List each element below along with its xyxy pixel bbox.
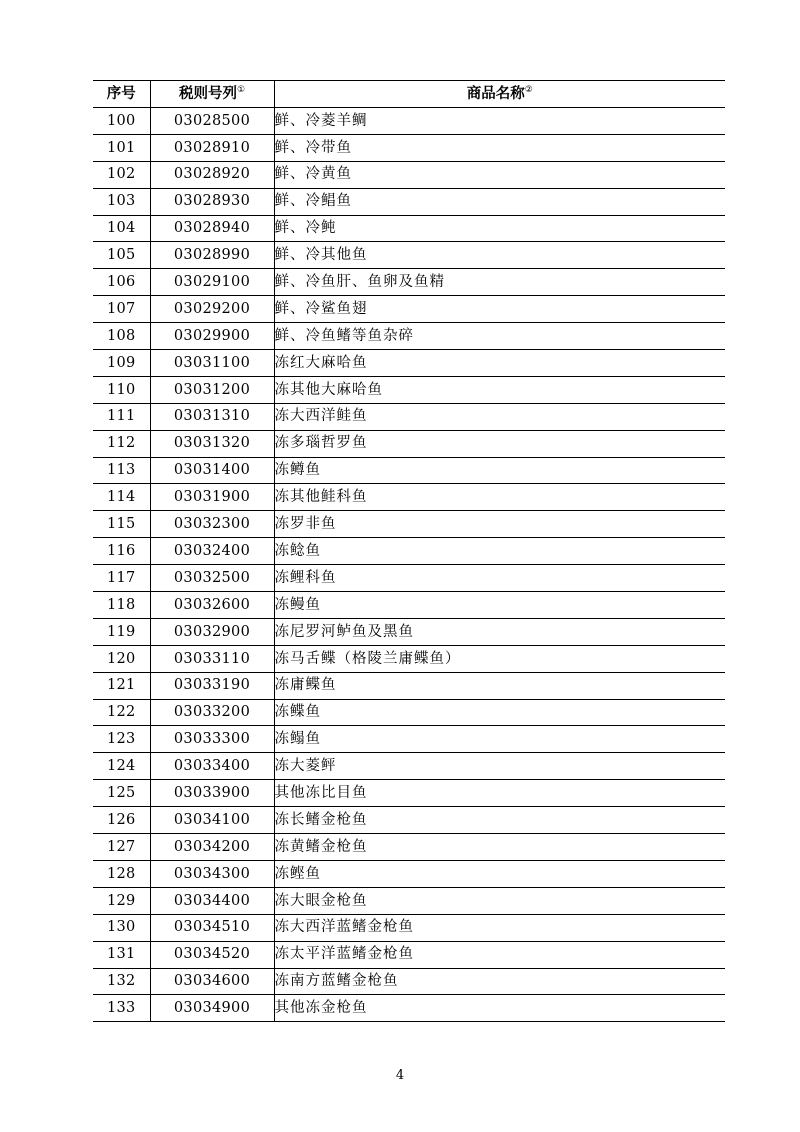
row-tariff-code-cell: 03034200 <box>150 834 274 861</box>
header-name <box>274 81 725 108</box>
row-index-cell: 129 <box>93 887 150 914</box>
header-index-label: 序号 <box>106 85 136 102</box>
row-index-cell: 121 <box>93 672 150 699</box>
row-product-name-cell: 冻尼罗河鲈鱼及黑鱼 <box>274 618 725 645</box>
row-product-name-cell: 鲜、冷带鱼 <box>274 134 725 161</box>
row-product-name-cell: 鲜、冷鲳鱼 <box>274 188 725 215</box>
table-row <box>93 350 725 377</box>
table-row <box>93 834 725 861</box>
row-index-cell: 126 <box>93 807 150 834</box>
row-product-name-cell: 冻大西洋蓝鳍金枪鱼 <box>274 914 725 941</box>
row-product-name-cell: 鲜、冷菱羊鲷 <box>274 108 725 135</box>
table-row <box>93 780 725 807</box>
row-product-name-cell: 冻大西洋鲑鱼 <box>274 403 725 430</box>
row-product-name-cell: 其他冻金枪鱼 <box>274 995 725 1022</box>
table-row <box>93 323 725 350</box>
row-product-name-cell: 鲜、冷鲨鱼翅 <box>274 296 725 323</box>
row-tariff-code-cell: 03033900 <box>150 780 274 807</box>
header-row <box>93 81 725 108</box>
row-tariff-code-cell: 03029900 <box>150 323 274 350</box>
row-index-cell: 132 <box>93 968 150 995</box>
table-row <box>93 968 725 995</box>
header-code <box>150 81 274 108</box>
row-product-name-cell: 冻长鳍金枪鱼 <box>274 807 725 834</box>
row-tariff-code-cell: 03034400 <box>150 887 274 914</box>
row-index-cell: 106 <box>93 269 150 296</box>
table-row <box>93 565 725 592</box>
row-tariff-code-cell: 03033400 <box>150 753 274 780</box>
row-tariff-code-cell: 03029200 <box>150 296 274 323</box>
row-index-cell: 101 <box>93 134 150 161</box>
table-row <box>93 995 725 1022</box>
row-product-name-cell: 冻黄鳍金枪鱼 <box>274 834 725 861</box>
table-row <box>93 403 725 430</box>
row-index-cell: 125 <box>93 780 150 807</box>
row-product-name-cell: 鲜、冷其他鱼 <box>274 242 725 269</box>
row-index-cell: 119 <box>93 618 150 645</box>
table-row <box>93 941 725 968</box>
tariff-table <box>93 80 725 1022</box>
row-product-name-cell: 冻南方蓝鳍金枪鱼 <box>274 968 725 995</box>
table-row <box>93 242 725 269</box>
row-tariff-code-cell: 03031320 <box>150 430 274 457</box>
row-product-name-cell: 冻鲤科鱼 <box>274 565 725 592</box>
table-row <box>93 134 725 161</box>
row-index-cell: 111 <box>93 403 150 430</box>
row-tariff-code-cell: 03028500 <box>150 108 274 135</box>
row-index-cell: 115 <box>93 511 150 538</box>
row-tariff-code-cell: 03034300 <box>150 860 274 887</box>
row-tariff-code-cell: 03029100 <box>150 269 274 296</box>
table-row <box>93 430 725 457</box>
row-product-name-cell: 冻其他大麻哈鱼 <box>274 376 725 403</box>
table-row <box>93 484 725 511</box>
table-row <box>93 188 725 215</box>
row-product-name-cell: 冻红大麻哈鱼 <box>274 350 725 377</box>
row-index-cell: 133 <box>93 995 150 1022</box>
table-row <box>93 376 725 403</box>
row-tariff-code-cell: 03032500 <box>150 565 274 592</box>
row-tariff-code-cell: 03031400 <box>150 457 274 484</box>
row-tariff-code-cell: 03028930 <box>150 188 274 215</box>
row-product-name-cell: 冻庸鲽鱼 <box>274 672 725 699</box>
table-row <box>93 887 725 914</box>
row-index-cell: 130 <box>93 914 150 941</box>
row-index-cell: 110 <box>93 376 150 403</box>
row-product-name-cell: 鲜、冷鱼肝、鱼卵及鱼精 <box>274 269 725 296</box>
row-product-name-cell: 鲜、冷鱼鳍等鱼杂碎 <box>274 323 725 350</box>
row-product-name-cell: 冻鳎鱼 <box>274 726 725 753</box>
row-tariff-code-cell: 03033190 <box>150 672 274 699</box>
row-product-name-cell: 鲜、冷黄鱼 <box>274 161 725 188</box>
table-header <box>93 81 725 108</box>
row-product-name-cell: 其他冻比目鱼 <box>274 780 725 807</box>
table-row <box>93 161 725 188</box>
row-product-name-cell: 冻鲣鱼 <box>274 860 725 887</box>
row-product-name-cell: 鲜、冷鲀 <box>274 215 725 242</box>
row-tariff-code-cell: 03032900 <box>150 618 274 645</box>
row-product-name-cell: 冻鲶鱼 <box>274 538 725 565</box>
row-product-name-cell: 冻大菱鲆 <box>274 753 725 780</box>
row-product-name-cell: 冻鲽鱼 <box>274 699 725 726</box>
row-index-cell: 100 <box>93 108 150 135</box>
row-product-name-cell: 冻大眼金枪鱼 <box>274 887 725 914</box>
row-index-cell: 120 <box>93 645 150 672</box>
row-tariff-code-cell: 03028920 <box>150 161 274 188</box>
row-index-cell: 102 <box>93 161 150 188</box>
table-row <box>93 699 725 726</box>
row-product-name-cell: 冻其他鲑科鱼 <box>274 484 725 511</box>
table-row <box>93 457 725 484</box>
row-product-name-cell: 冻鳟鱼 <box>274 457 725 484</box>
table-row <box>93 511 725 538</box>
row-tariff-code-cell: 03034100 <box>150 807 274 834</box>
row-index-cell: 113 <box>93 457 150 484</box>
row-tariff-code-cell: 03032600 <box>150 592 274 619</box>
row-tariff-code-cell: 03028940 <box>150 215 274 242</box>
header-code-footnote-marker: ① <box>236 84 246 95</box>
row-index-cell: 108 <box>93 323 150 350</box>
row-tariff-code-cell: 03031900 <box>150 484 274 511</box>
row-tariff-code-cell: 03034520 <box>150 941 274 968</box>
row-index-cell: 105 <box>93 242 150 269</box>
row-tariff-code-cell: 03034900 <box>150 995 274 1022</box>
row-tariff-code-cell: 03033300 <box>150 726 274 753</box>
row-index-cell: 131 <box>93 941 150 968</box>
row-tariff-code-cell: 03031100 <box>150 350 274 377</box>
row-index-cell: 104 <box>93 215 150 242</box>
row-tariff-code-cell: 03031200 <box>150 376 274 403</box>
table-row <box>93 592 725 619</box>
row-index-cell: 112 <box>93 430 150 457</box>
table-row <box>93 269 725 296</box>
row-tariff-code-cell: 03031310 <box>150 403 274 430</box>
row-index-cell: 118 <box>93 592 150 619</box>
row-product-name-cell: 冻鳗鱼 <box>274 592 725 619</box>
row-tariff-code-cell: 03034510 <box>150 914 274 941</box>
row-index-cell: 107 <box>93 296 150 323</box>
row-index-cell: 124 <box>93 753 150 780</box>
header-name-label: 商品名称 <box>466 85 525 102</box>
row-tariff-code-cell: 03033110 <box>150 645 274 672</box>
table-row <box>93 538 725 565</box>
table-row <box>93 618 725 645</box>
row-index-cell: 109 <box>93 350 150 377</box>
row-tariff-code-cell: 03034600 <box>150 968 274 995</box>
row-index-cell: 117 <box>93 565 150 592</box>
page-number: 4 <box>395 1068 405 1083</box>
row-product-name-cell: 冻罗非鱼 <box>274 511 725 538</box>
table-row <box>93 296 725 323</box>
row-tariff-code-cell: 03028990 <box>150 242 274 269</box>
row-index-cell: 127 <box>93 834 150 861</box>
table-row <box>93 860 725 887</box>
table-row <box>93 108 725 135</box>
row-index-cell: 123 <box>93 726 150 753</box>
row-tariff-code-cell: 03032400 <box>150 538 274 565</box>
header-index <box>93 81 150 108</box>
row-product-name-cell: 冻太平洋蓝鳍金枪鱼 <box>274 941 725 968</box>
row-tariff-code-cell: 03033200 <box>150 699 274 726</box>
table-row <box>93 753 725 780</box>
row-product-name-cell: 冻多瑙哲罗鱼 <box>274 430 725 457</box>
row-index-cell: 122 <box>93 699 150 726</box>
row-product-name-cell: 冻马舌鲽（格陵兰庸鲽鱼） <box>274 645 725 672</box>
row-index-cell: 116 <box>93 538 150 565</box>
table-row <box>93 672 725 699</box>
row-index-cell: 103 <box>93 188 150 215</box>
table-body <box>93 108 725 1022</box>
table-row <box>93 215 725 242</box>
header-name-footnote-marker: ② <box>524 84 533 95</box>
row-tariff-code-cell: 03028910 <box>150 134 274 161</box>
table-row <box>93 645 725 672</box>
table-row <box>93 807 725 834</box>
header-code-label: 税则号列 <box>178 85 237 102</box>
table-row <box>93 726 725 753</box>
row-tariff-code-cell: 03032300 <box>150 511 274 538</box>
row-index-cell: 128 <box>93 860 150 887</box>
row-index-cell: 114 <box>93 484 150 511</box>
table-row <box>93 914 725 941</box>
